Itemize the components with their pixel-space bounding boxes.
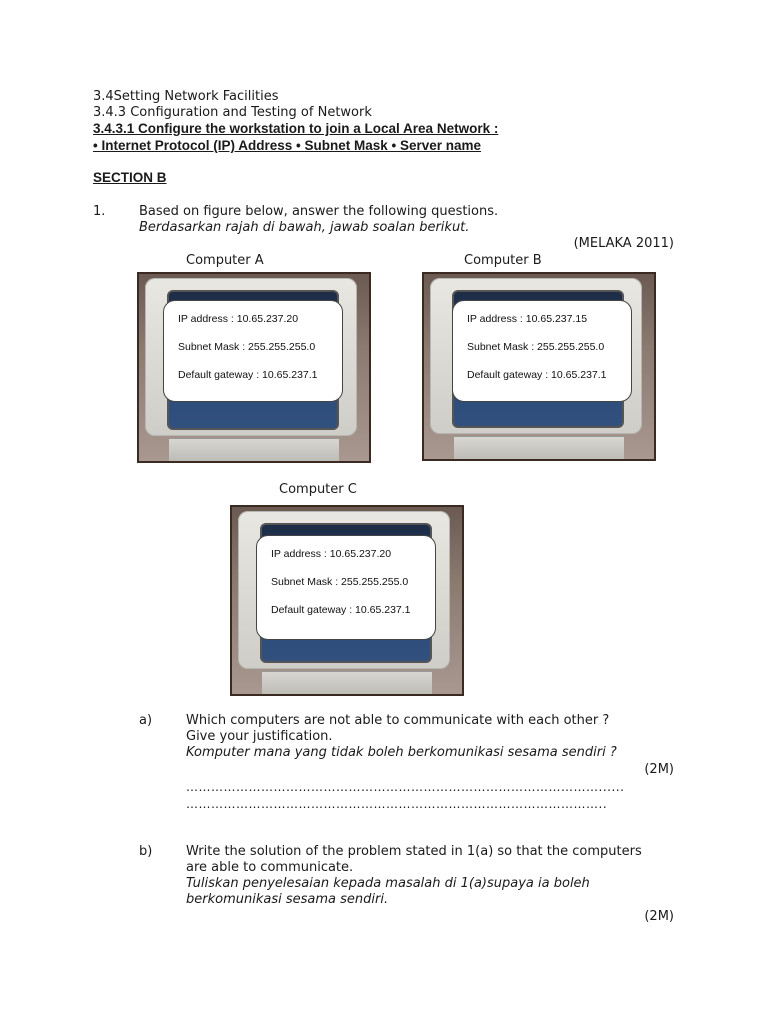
computer-c-network-settings (256, 535, 436, 640)
subnet-mask-line: Subnet Mask : 255.255.255.0 (271, 576, 409, 588)
computer-c-label: Computer C (279, 482, 357, 497)
part-b-question-malay: Tuliskan penyelesaian kepada masalah di 1(a)supaya ia boleh (186, 876, 590, 891)
part-b-question-malay-cont: berkomunikasi sesama sendiri. (186, 892, 389, 907)
part-a-question-cont: Give your justification. (186, 729, 333, 744)
subnet-mask-line: Subnet Mask : 255.255.255.0 (178, 341, 316, 353)
computer-a-label: Computer A (186, 253, 264, 268)
question-text-malay: Berdasarkan rajah di bawah, jawab soalan berikut. (139, 220, 470, 235)
part-a-answer-line-2[interactable]: ……………………………………………………………………………………….. (186, 797, 608, 811)
default-gateway-line: Default gateway : 10.65.237.1 (271, 604, 411, 616)
computer-b-network-settings (452, 300, 632, 402)
subtopic-heading: 3.4.3 Configuration and Testing of Network (93, 105, 372, 120)
monitor-base (262, 671, 432, 695)
question-source: (MELAKA 2011) (573, 236, 674, 251)
part-b-question: Write the solution of the problem stated in 1(a) so that the computers (186, 844, 642, 859)
computer-a-monitor-image (137, 272, 371, 463)
ip-address-line: IP address : 10.65.237.20 (271, 548, 392, 560)
ip-address-line: IP address : 10.65.237.15 (467, 313, 588, 325)
question-text: Based on figure below, answer the following questions. (139, 204, 499, 219)
part-a-question-malay: Komputer mana yang tidak boleh berkomunikasi sesama sendiri ? (186, 745, 617, 760)
part-a-label: a) (139, 713, 153, 728)
topic-heading: 3.4Setting Network Facilities (93, 89, 279, 104)
learning-outcome-items: • Internet Protocol (IP) Address • Subnet Mask • Server name (93, 138, 482, 153)
ip-address-line: IP address : 10.65.237.20 (178, 313, 299, 325)
default-gateway-line: Default gateway : 10.65.237.1 (467, 369, 607, 381)
monitor-base (169, 438, 339, 462)
monitor-base (454, 436, 624, 460)
part-b-question-cont: are able to communicate. (186, 860, 354, 875)
computer-c-monitor-image (230, 505, 464, 696)
question-number: 1. (93, 204, 106, 219)
learning-outcome-heading: 3.4.3.1 Configure the workstation to join a Local Area Network : (93, 121, 499, 136)
default-gateway-line: Default gateway : 10.65.237.1 (178, 369, 318, 381)
computer-b-monitor-image (422, 272, 656, 461)
part-a-answer-line-1[interactable]: ………………………………………………………………………………………...... (186, 780, 625, 794)
part-a-marks: (2M) (644, 762, 674, 777)
subnet-mask-line: Subnet Mask : 255.255.255.0 (467, 341, 605, 353)
computer-b-label: Computer B (464, 253, 542, 268)
computer-a-network-settings (163, 300, 343, 402)
section-title: SECTION B (93, 170, 167, 185)
part-b-label: b) (139, 844, 153, 859)
part-b-marks: (2M) (644, 909, 674, 924)
part-a-question: Which computers are not able to communicate with each other ? (186, 713, 610, 728)
